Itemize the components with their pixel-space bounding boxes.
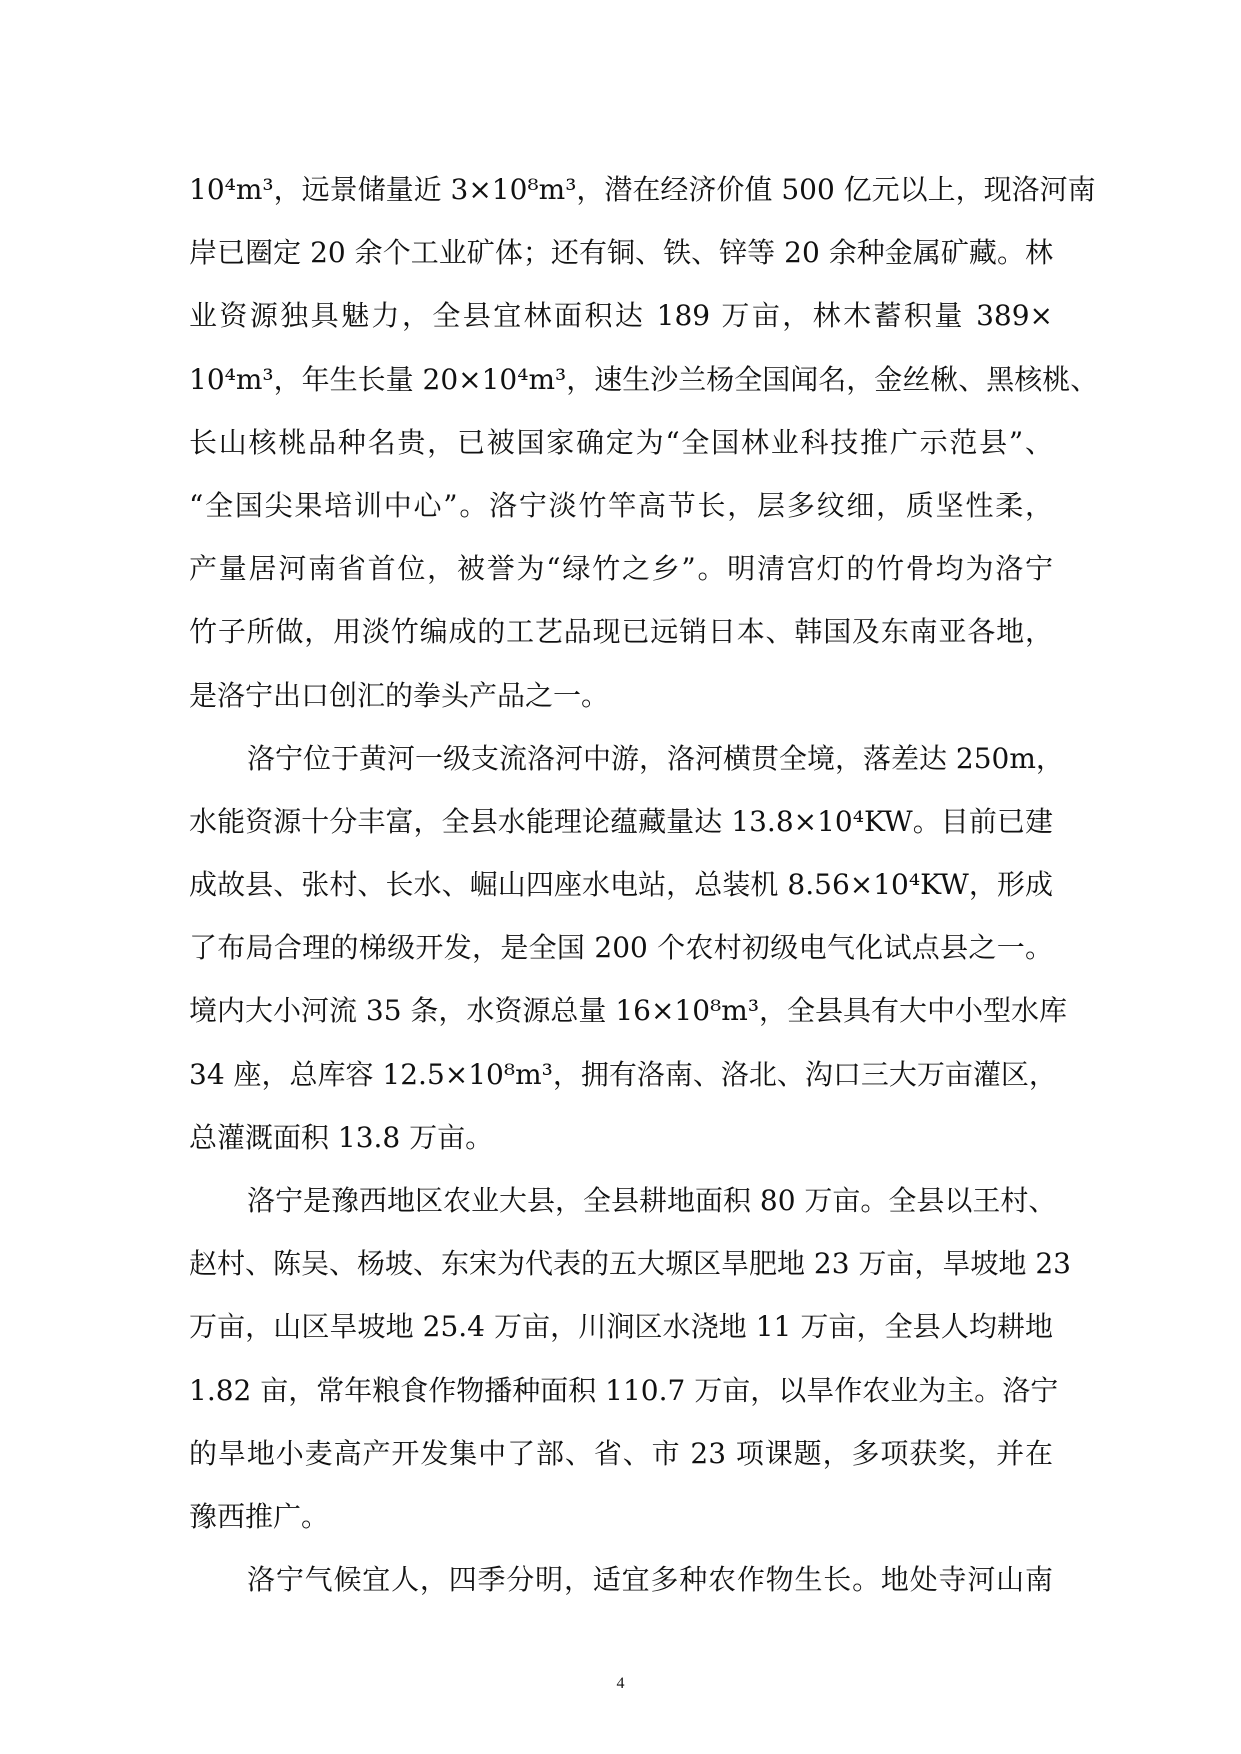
text-line: 业资源独具魅力，全县宜林面积达 189 万亩，林木蓄积量 389× <box>189 299 1053 333</box>
text-line: 34 座，总库容 12.5×10⁸m³，拥有洛南、洛北、沟口三大万亩灌区， <box>189 1057 1057 1091</box>
text-line: “全国尖果培训中心”。洛宁淡竹竿高节长，层多纹细，质坚性柔， <box>189 488 1053 522</box>
text-line: 了布局合理的梯级开发，是全国 200 个农村初级电气化试点县之一。 <box>189 931 1053 965</box>
text-line: 成故县、张村、长水、崛山四座水电站，总装机 8.56×10⁴KW，形成 <box>189 868 1053 902</box>
paragraph-first-line: 洛宁是豫西地区农业大县，全县耕地面积 80 万亩。全县以王村、 <box>247 1184 1057 1217</box>
text-line: 竹子所做，用淡竹编成的工艺品现已远销日本、韩国及东南亚各地， <box>189 615 1053 649</box>
text-line: 长山核桃品种名贵，已被国家确定为“全国林业科技推广示范县”、 <box>189 425 1053 459</box>
text-line: 的旱地小麦高产开发集中了部、省、市 23 项课题，多项获奖，并在 <box>189 1436 1053 1470</box>
text-line: 万亩，山区旱坡地 25.4 万亩，川涧区水浇地 11 万亩，全县人均耕地 <box>189 1310 1053 1344</box>
body-text <box>189 158 1099 1611</box>
paragraph-first-line: 洛宁气候宜人，四季分明，适宜多种农作物生长。地处寺河山南 <box>247 1563 1053 1597</box>
text-line: 是洛宁出口创汇的拳头产品之一。 <box>189 678 610 712</box>
text-line: 赵村、陈吴、杨坡、东宋为代表的五大塬区旱肥地 23 万亩，旱坡地 23 <box>189 1247 1071 1281</box>
text-line: 岸已圈定 20 余个工业矿体；还有铜、铁、锌等 20 余种金属矿藏。林 <box>189 236 1053 270</box>
paragraph-first-line: 洛宁位于黄河一级支流洛河中游，洛河横贯全境，落差达 250m， <box>247 741 1064 775</box>
page-number: 4 <box>616 1675 625 1692</box>
text-line: 10⁴m³，远景储量近 3×10⁸m³，潜在经济价值 500 亿元以上，现洛河南 <box>189 173 1096 206</box>
text-line: 豫西推广。 <box>189 1499 330 1533</box>
text-line: 境内大小河流 35 条，水资源总量 16×10⁸m³，全县具有大中小型水库 <box>189 994 1068 1028</box>
text-line: 水能资源十分丰富，全县水能理论蕴藏量达 13.8×10⁴KW。目前已建 <box>189 804 1053 838</box>
text-line: 产量居河南省首位，被誉为“绿竹之乡”。明清宫灯的竹骨均为洛宁 <box>189 552 1053 586</box>
text-line: 10⁴m³，年生长量 20×10⁴m³，速生沙兰杨全国闻名，金丝楸、黑核桃、 <box>189 362 1099 396</box>
text-line: 1.82 亩，常年粮食作物播种面积 110.7 万亩，以旱作农业为主。洛宁 <box>189 1373 1059 1407</box>
text-line: 总灌溉面积 13.8 万亩。 <box>189 1120 494 1154</box>
